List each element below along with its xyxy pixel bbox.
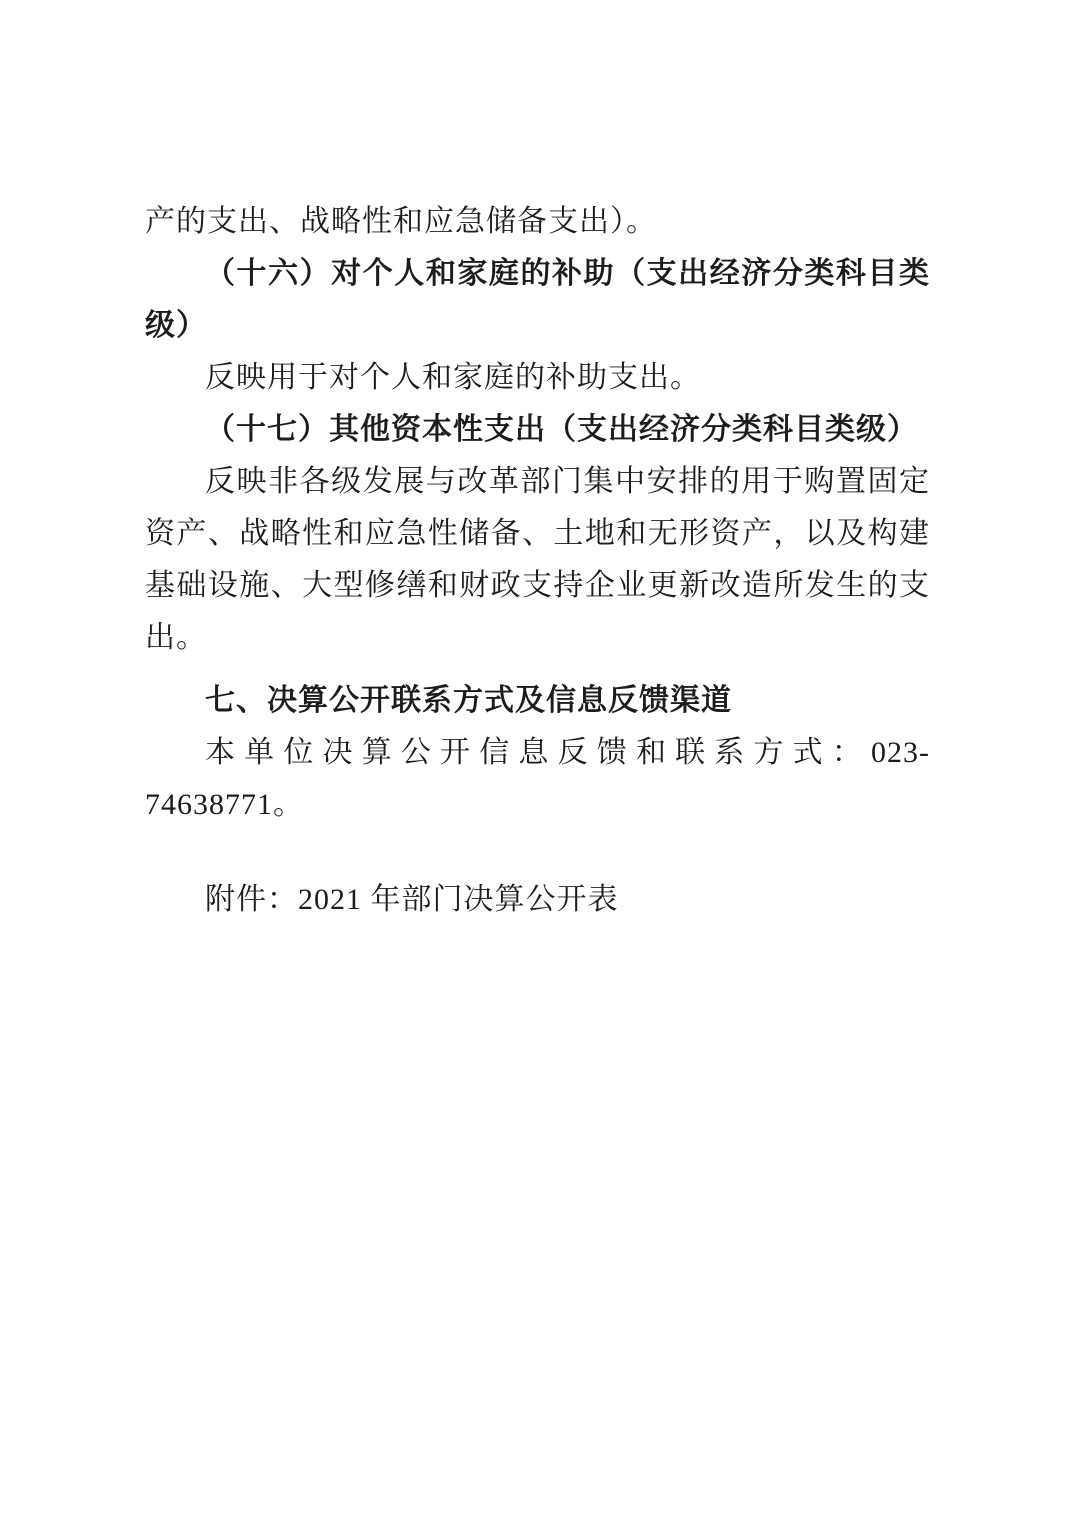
section-heading-7: 七、决算公开联系方式及信息反馈渠道	[205, 684, 732, 717]
contact-info-line: 本单位决算公开信息反馈和联系方式：023-74638771。	[145, 736, 930, 821]
body-text-item-17: 反映非各级发展与改革部门集中安排的用于购置固定资产、战略性和应急性储备、土地和无形资产，以及构建基础设施、大型修缮和财政支持企业更新改造所发生的支出。	[145, 465, 930, 654]
subheading-item-16: （十六）对个人和家庭的补助（支出经济分类科目类级）	[145, 257, 930, 342]
subheading-item-17: （十七）其他资本性支出（支出经济分类科目类级）	[205, 413, 918, 446]
body-text-item-16: 反映用于对个人和家庭的补助支出。	[205, 361, 701, 394]
paragraph-continuation: 产的支出、战略性和应急储备支出）。	[145, 205, 657, 238]
attachment-note-line: 附件：2021 年部门决算公开表	[205, 883, 619, 916]
